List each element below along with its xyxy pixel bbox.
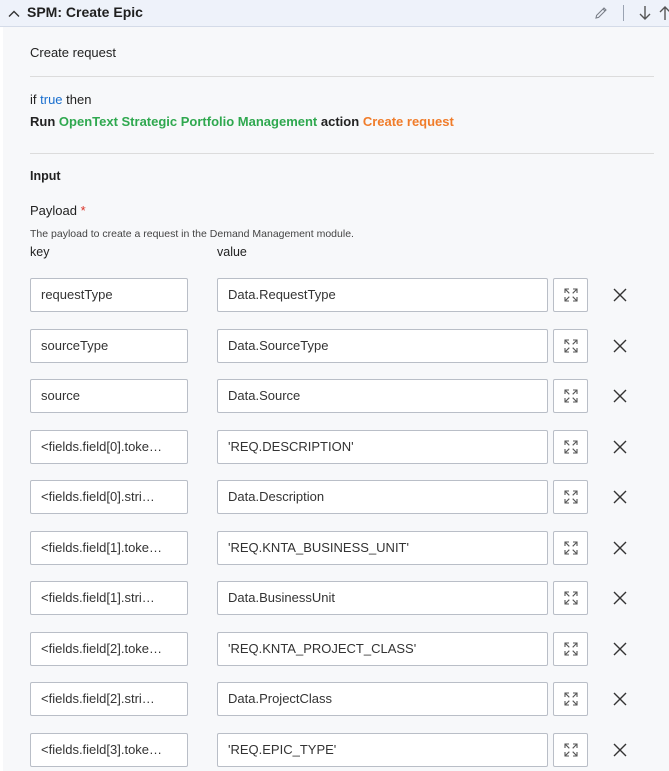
expand-icon bbox=[563, 489, 579, 505]
value-input[interactable]: Data.ProjectClass bbox=[217, 682, 548, 716]
expand-icon bbox=[563, 540, 579, 556]
value-input[interactable]: Data.Description bbox=[217, 480, 548, 514]
expand-icon bbox=[563, 691, 579, 707]
action-keyword: action bbox=[320, 114, 360, 129]
payload-label bbox=[30, 203, 86, 218]
value-input[interactable]: 'REQ.KNTA_BUSINESS_UNIT' bbox=[217, 531, 548, 565]
key-input[interactable]: <fields.field[2].toke… bbox=[30, 632, 188, 666]
remove-row-button[interactable] bbox=[611, 539, 629, 557]
key-column-header: key bbox=[30, 245, 50, 259]
expand-icon bbox=[563, 590, 579, 606]
expand-editor-button[interactable] bbox=[553, 379, 588, 413]
expand-editor-button[interactable] bbox=[553, 531, 588, 565]
remove-row-button[interactable] bbox=[611, 337, 629, 355]
then-keyword: then bbox=[66, 92, 92, 107]
remove-row-button[interactable] bbox=[611, 286, 629, 304]
divider bbox=[30, 153, 654, 154]
expand-editor-button[interactable] bbox=[553, 430, 588, 464]
payload-row bbox=[3, 733, 669, 767]
payload-row bbox=[3, 379, 669, 413]
condition-value[interactable]: true bbox=[40, 92, 63, 107]
payload-label-text: Payload bbox=[30, 203, 77, 218]
close-icon bbox=[612, 489, 628, 505]
value-input[interactable]: 'REQ.DESCRIPTION' bbox=[217, 430, 548, 464]
key-input[interactable]: requestType bbox=[30, 278, 188, 312]
arrow-down-icon[interactable] bbox=[636, 3, 654, 23]
expand-editor-button[interactable] bbox=[553, 682, 588, 716]
input-section-title: Input bbox=[30, 169, 61, 183]
key-input[interactable]: sourceType bbox=[30, 329, 188, 363]
payload-row bbox=[3, 531, 669, 565]
payload-row bbox=[3, 278, 669, 312]
close-icon bbox=[612, 590, 628, 606]
close-icon bbox=[612, 540, 628, 556]
close-icon bbox=[612, 338, 628, 354]
pencil-icon[interactable] bbox=[592, 4, 610, 22]
expand-editor-button[interactable] bbox=[553, 278, 588, 312]
remove-row-button[interactable] bbox=[611, 387, 629, 405]
expand-editor-button[interactable] bbox=[553, 329, 588, 363]
value-input[interactable]: Data.Source bbox=[217, 379, 548, 413]
key-input[interactable]: <fields.field[1].toke… bbox=[30, 531, 188, 565]
arrow-up-icon[interactable] bbox=[659, 3, 669, 23]
step-body bbox=[3, 27, 669, 771]
expand-editor-button[interactable] bbox=[553, 632, 588, 666]
key-input[interactable]: source bbox=[30, 379, 188, 413]
divider bbox=[30, 76, 654, 77]
close-icon bbox=[612, 287, 628, 303]
value-input[interactable]: 'REQ.EPIC_TYPE' bbox=[217, 733, 548, 767]
close-icon bbox=[612, 641, 628, 657]
key-input[interactable]: <fields.field[3].toke… bbox=[30, 733, 188, 767]
expand-editor-button[interactable] bbox=[553, 733, 588, 767]
remove-row-button[interactable] bbox=[611, 589, 629, 607]
key-input[interactable]: <fields.field[1].stri… bbox=[30, 581, 188, 615]
value-input[interactable]: Data.BusinessUnit bbox=[217, 581, 548, 615]
remove-row-button[interactable] bbox=[611, 488, 629, 506]
key-input[interactable]: <fields.field[2].stri… bbox=[30, 682, 188, 716]
key-input[interactable]: <fields.field[0].stri… bbox=[30, 480, 188, 514]
remove-row-button[interactable] bbox=[611, 741, 629, 759]
payload-row bbox=[3, 682, 669, 716]
payload-row bbox=[3, 581, 669, 615]
payload-row bbox=[3, 430, 669, 464]
key-input[interactable]: <fields.field[0].toke… bbox=[30, 430, 188, 464]
remove-row-button[interactable] bbox=[611, 640, 629, 658]
action-name[interactable]: Create request bbox=[362, 114, 454, 129]
step-name: Create request bbox=[30, 45, 116, 60]
action-line bbox=[30, 114, 454, 129]
service-name[interactable]: OpenText Strategic Portfolio Management bbox=[58, 114, 318, 129]
expand-icon bbox=[563, 338, 579, 354]
expand-icon bbox=[563, 439, 579, 455]
remove-row-button[interactable] bbox=[611, 690, 629, 708]
payload-row bbox=[3, 480, 669, 514]
run-keyword: Run bbox=[30, 114, 56, 129]
payload-row bbox=[3, 632, 669, 666]
expand-icon bbox=[563, 287, 579, 303]
header-divider bbox=[623, 5, 624, 21]
step-header[interactable] bbox=[0, 0, 669, 27]
value-column-header: value bbox=[217, 245, 247, 259]
required-marker: * bbox=[80, 203, 86, 218]
step-title: SPM: Create Epic bbox=[27, 4, 143, 20]
expand-editor-button[interactable] bbox=[553, 581, 588, 615]
close-icon bbox=[612, 388, 628, 404]
payload-description: The payload to create a request in the Demand Management module. bbox=[30, 228, 354, 240]
close-icon bbox=[612, 439, 628, 455]
expand-icon bbox=[563, 641, 579, 657]
remove-row-button[interactable] bbox=[611, 438, 629, 456]
expand-icon bbox=[563, 742, 579, 758]
if-keyword: if bbox=[30, 92, 37, 107]
expand-icon bbox=[563, 388, 579, 404]
close-icon bbox=[612, 742, 628, 758]
expand-editor-button[interactable] bbox=[553, 480, 588, 514]
chevron-up-icon[interactable] bbox=[7, 7, 21, 21]
condition-line bbox=[30, 92, 91, 107]
close-icon bbox=[612, 691, 628, 707]
value-input[interactable]: Data.RequestType bbox=[217, 278, 548, 312]
value-input[interactable]: 'REQ.KNTA_PROJECT_CLASS' bbox=[217, 632, 548, 666]
payload-row bbox=[3, 329, 669, 363]
value-input[interactable]: Data.SourceType bbox=[217, 329, 548, 363]
